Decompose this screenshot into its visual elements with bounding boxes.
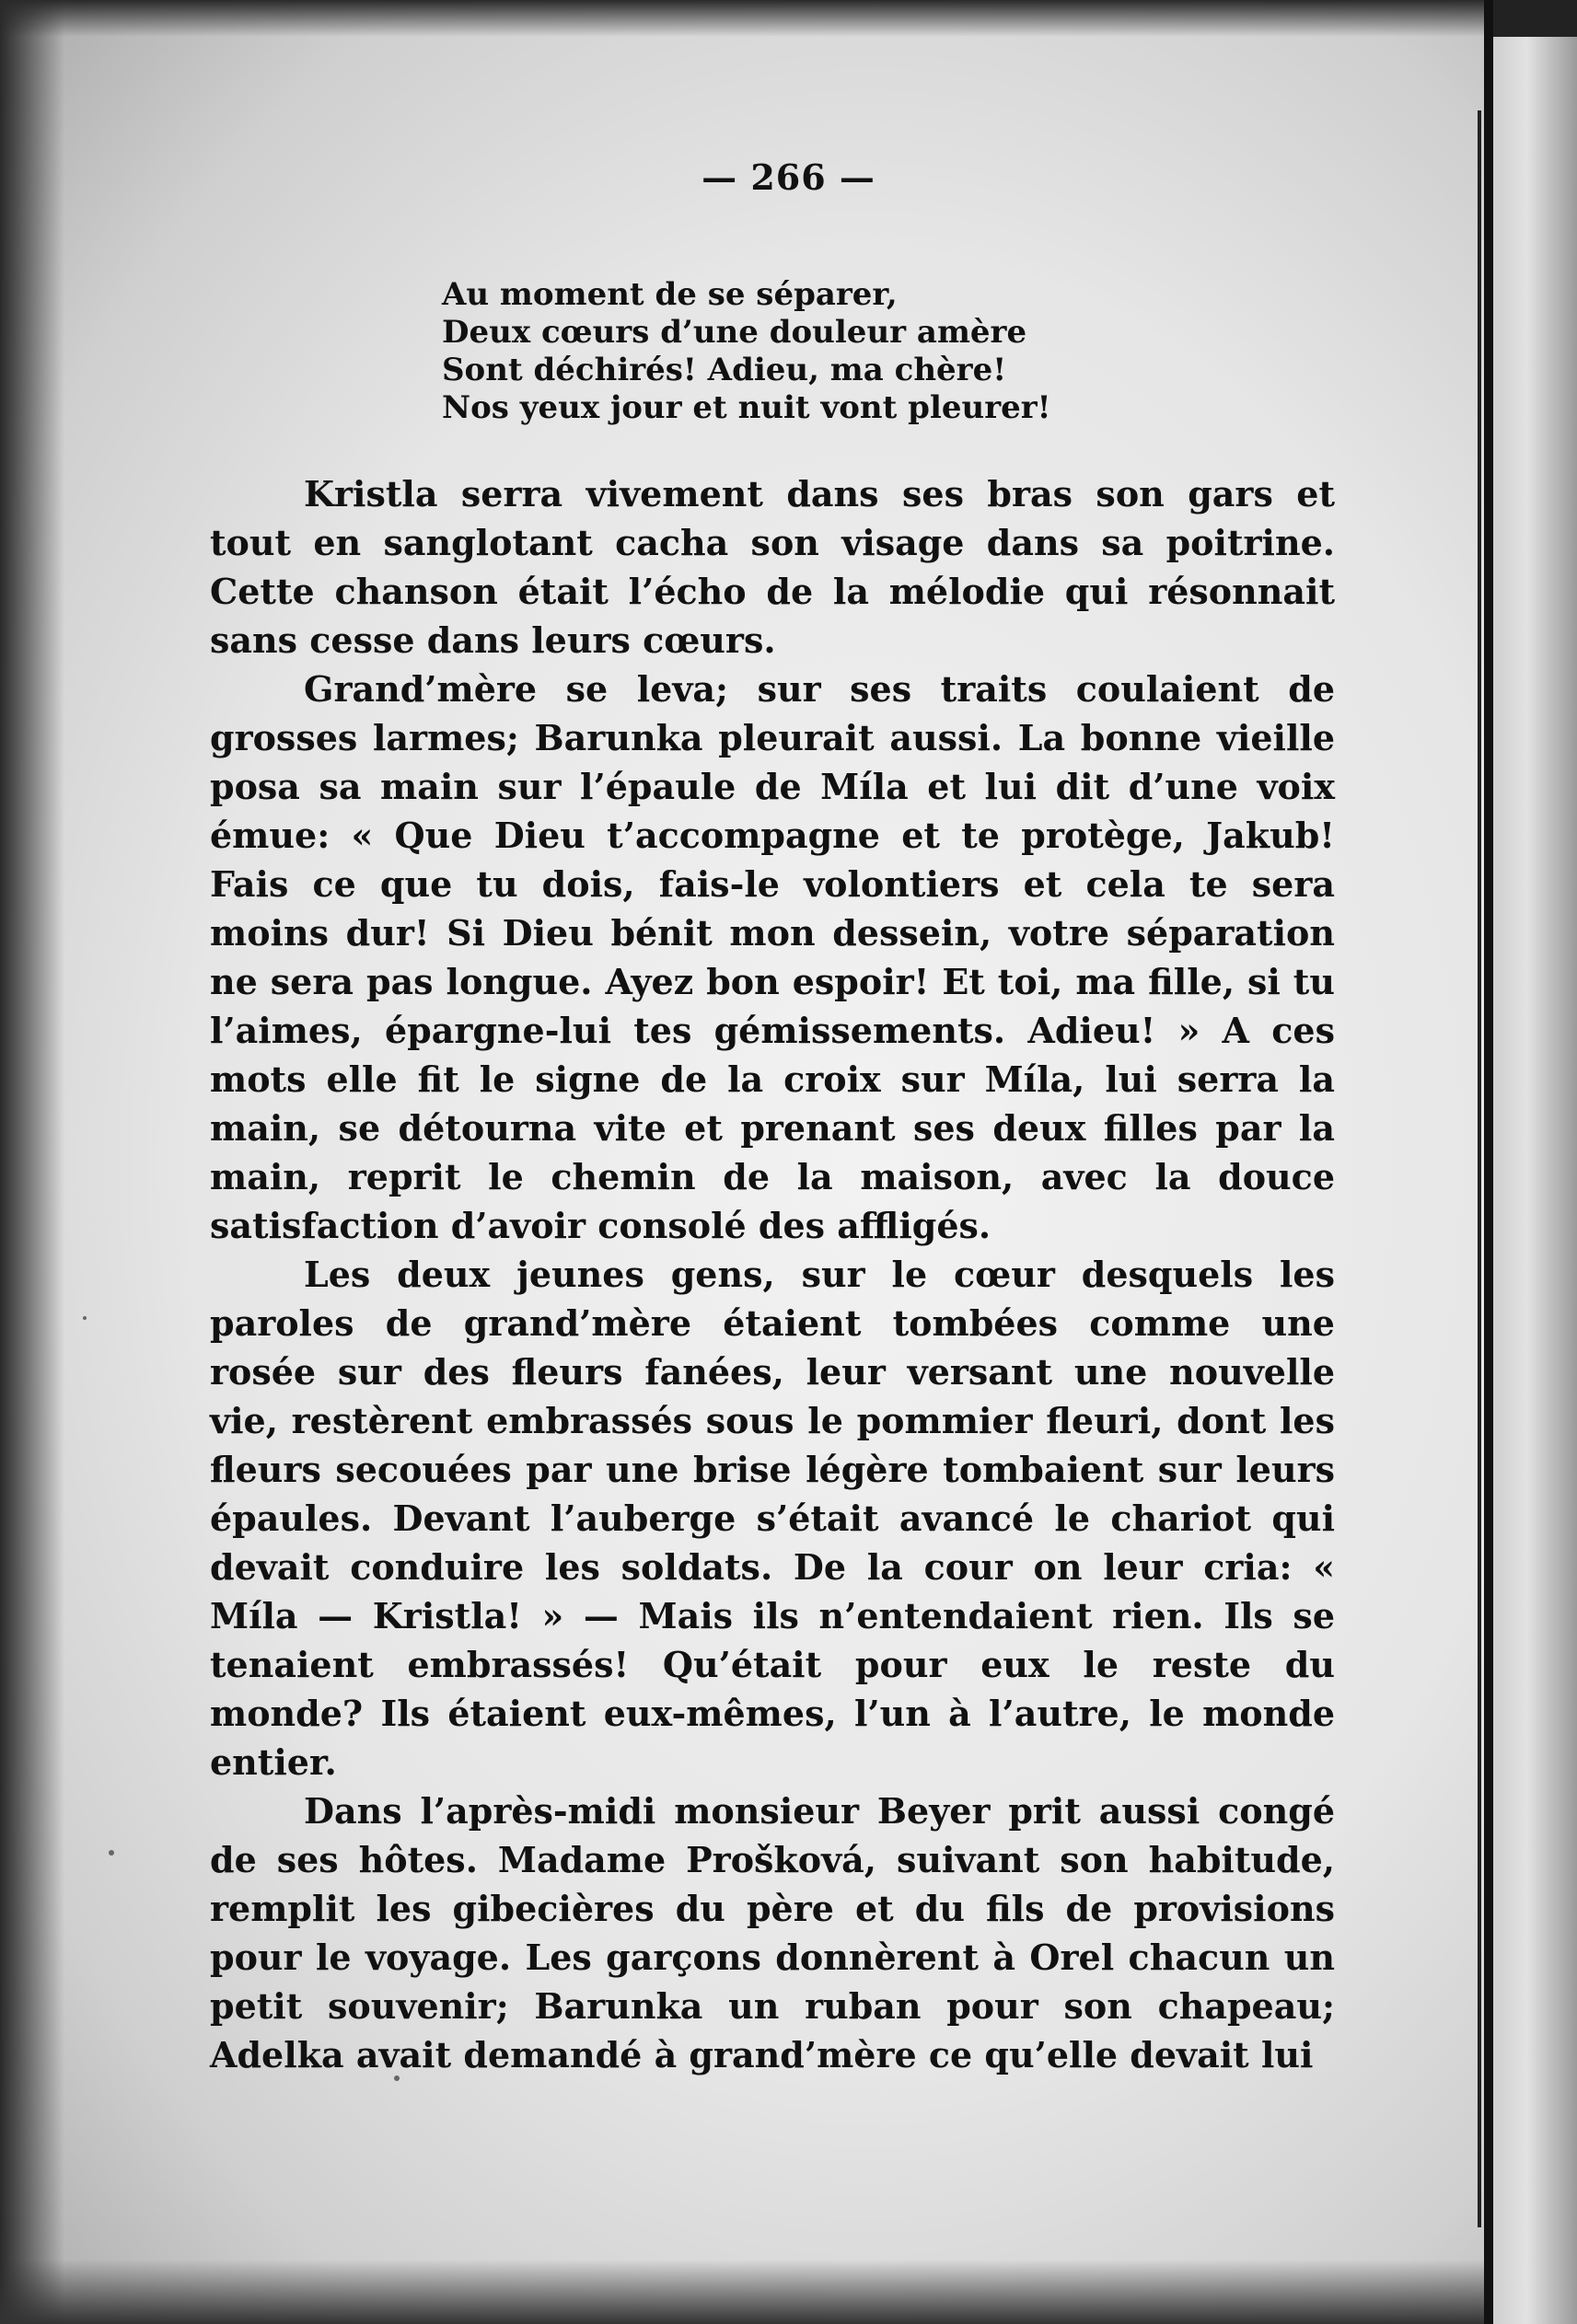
paragraph: Kristla serra vivement dans ses bras son gars et tout en sanglotant cacha son visage dans sa poitrine. Cette chanson était l’écho de la mélodie qui résonnait sans cesse dans leurs cœurs. (210, 473, 1335, 661)
verse-line: Au moment de se séparer, (442, 276, 898, 313)
scan-speck (83, 1316, 87, 1320)
verse-line: Nos yeux jour et nuit vont pleurer! (442, 389, 1051, 426)
scan-shadow-left (0, 0, 64, 2324)
paragraph: Les deux jeunes gens, sur le cœur desquels les paroles de grand’mère étaient tombées comme une rosée sur des fleurs fanées, leur versant une nouvelle vie, restèrent embrassés sous le pommier fleuri, dont les fleurs secouées par une brise légère tombaient sur leurs épaules. Devant l’auberge s’était avancé le chariot qui devait conduire les soldats. De la cour on leur cria: « Míla — Kristla! » — Mais ils n’entendaient rien. Ils se tenaient embrassés! Qu’était pour eux le reste du monde? Ils étaient eux-mêmes, l’un à l’autre, le monde entier. (210, 1254, 1335, 1783)
scan-shadow-top (0, 0, 1577, 37)
page-edge (1484, 0, 1493, 2324)
verse-line: Deux cœurs d’une douleur amère (442, 314, 1027, 351)
next-page-shadow (1493, 0, 1577, 37)
page-number: — 266 — (702, 156, 875, 198)
scan-speck (109, 1850, 114, 1856)
paragraph: Dans l’après-midi monsieur Beyer prit aussi congé de ses hôtes. Madame Prošková, suivant son habitude, remplit les gibecières du père et du fils de provisions pour le voyage. Les garçons donnèrent à Orel chacun un petit souvenir; Barunka un ruban pour son chapeau; Adelka avait demandé à grand’mère ce qu’elle devait lui (210, 1790, 1335, 2075)
page-edge-line (1478, 110, 1481, 2227)
body-text (210, 469, 1335, 2079)
next-page-margin (1493, 0, 1577, 2324)
verse-line: Sont déchirés! Adieu, ma chère! (442, 352, 1007, 388)
verse-block (442, 276, 1051, 427)
paragraph: Grand’mère se leva; sur ses traits coulaient de grosses larmes; Barunka pleurait aussi. La bonne vieille posa sa main sur l’épaule de Míla et lui dit d’une voix émue: « Que Dieu t’accompagne et te protège, Jakub! Fais ce que tu dois, fais-le volontiers et cela te sera moins dur! Si Dieu bénit mon dessein, votre séparation ne sera pas longue. Ayez bon espoir! Et toi, ma fille, si tu l’aimes, épargne-lui tes gémissements. Adieu! » A ces mots elle fit le signe de la croix sur Míla, lui serra la main, se détourna vite et prenant ses deux filles par la main, reprit le chemin de la maison, avec la douce satisfaction d’avoir consolé des affligés. (210, 668, 1335, 1246)
scan-shadow-bottom (0, 2260, 1577, 2324)
